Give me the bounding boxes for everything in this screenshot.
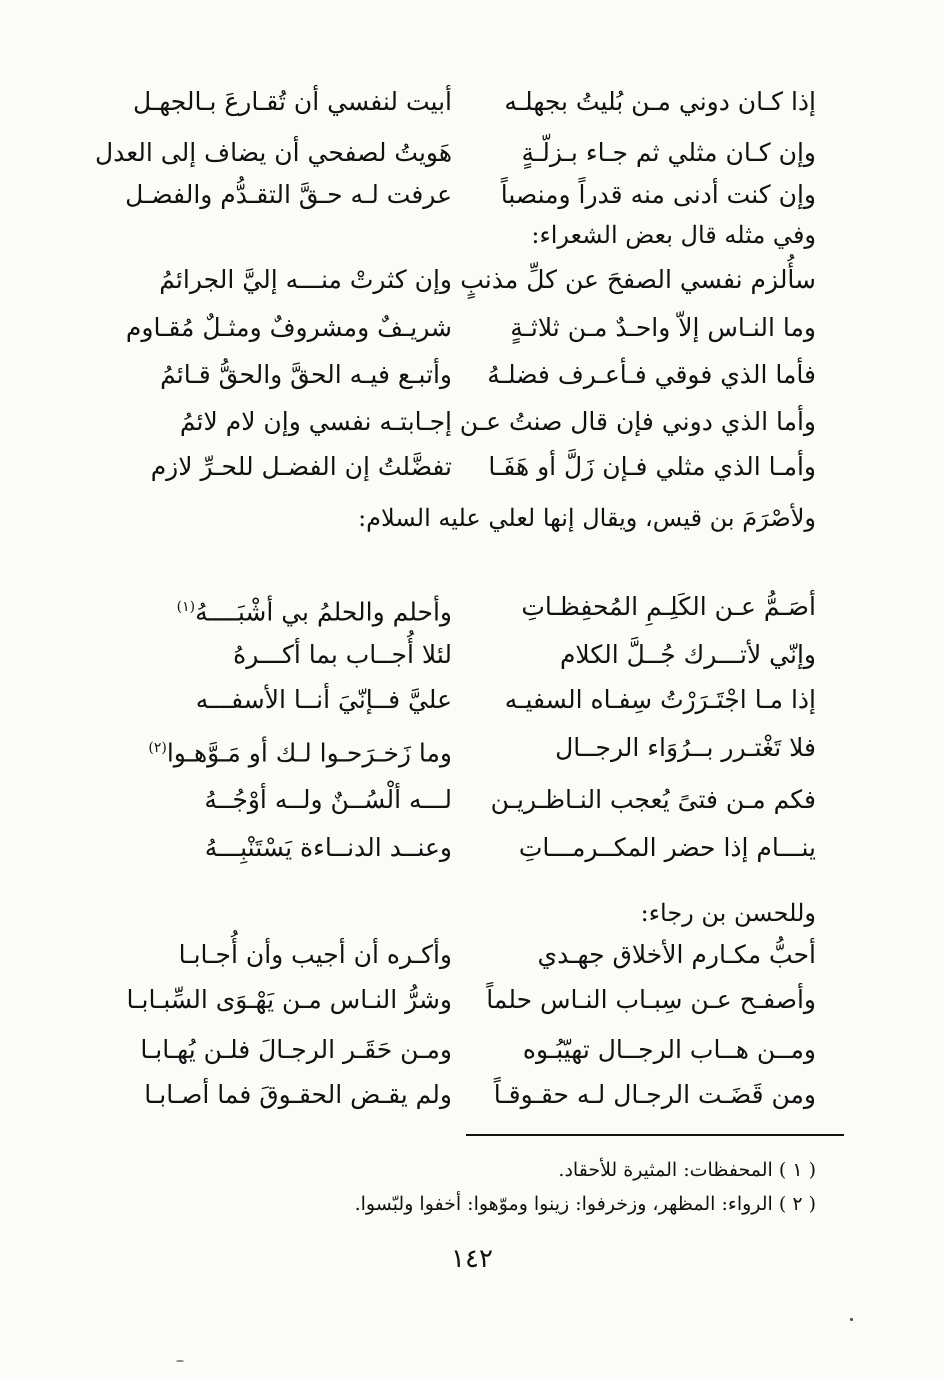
verse-16-second-hemistich: وشرُّ النـاس مـن يَهْـوَى السِّبـابـا: [126, 985, 452, 1014]
verse-13-second-hemistich: لـــه ألْسُــنٌ ولــه أوْجُــهُ: [204, 785, 452, 814]
footnote-1: ( ١ ) المحفظات: المثيرة للأحقاد.: [558, 1159, 816, 1181]
verse-3-second-hemistich: عرفت لـه حـقَّ التقـدُّم والفضـل: [125, 180, 452, 209]
verse-7-second-hemistich: إجـابتـه نفسي وإن لام لائمُ: [179, 407, 452, 436]
verse-11-second-hemistich: عليَّ فــإنّيَ أنــا الأسفـــه: [195, 685, 452, 714]
verse-6-second-hemistich: وأتبـع فيـه الحقَّ والحقُّ قـائمُ: [160, 360, 452, 389]
scan-speck: [176, 1360, 184, 1362]
verse-1-second-hemistich: أبيت لنفسي أن تُقـارعَ بـالجهـل: [132, 87, 452, 116]
footnote-ref-2: (٢): [148, 740, 167, 756]
footnote-divider: [466, 1134, 844, 1136]
footnote-2: ( ٢ ) الرواء: المظهر، وزخرفوا: زينوا وموّهوا: أخفوا ولبّسوا.: [354, 1193, 816, 1215]
section-intro-asram: ولأصْرَمَ بن قيس، ويقال إنها لعلي عليه السلام:: [358, 504, 816, 532]
verse-9-first-hemistich: أصَـمُّ عـن الكَلِـمِ المُحفِظـاتِ: [521, 592, 816, 621]
verse-16-first-hemistich: وأصفـح عـن سِبـاب النـاس حلماً: [486, 985, 816, 1014]
verse-6-first-hemistich: فأما الذي فوقي فـأعـرف فضلـهُ: [487, 360, 816, 389]
verse-14-first-hemistich: ينـــام إذا حضر المكــرمـــاتِ: [518, 833, 816, 862]
page-number: ١٤٢: [451, 1244, 493, 1274]
verse-9-second-hemistich: [122, 592, 452, 627]
verse-5-first-hemistich: وما النـاس إلاّ واحـدٌ مـن ثلاثـةٍ: [510, 313, 816, 342]
verse-12-second-text: وما زَخـرَحـوا لـك أو مَـوَّهـوا: [166, 738, 452, 768]
verse-14-second-hemistich: وعنــد الدنــاءة يَسْتَنْبِـــهُ: [204, 833, 452, 862]
verse-17-first-hemistich: ومــن هــاب الرجــال تهيّبُـوه: [522, 1035, 816, 1064]
verse-4-first-hemistich: سأُلزم نفسي الصفحَ عن كلِّ مذنبٍ: [460, 265, 816, 294]
verse-2-first-hemistich: وإن كـان مثلي ثم جـاء بـزلّـةٍ: [521, 138, 816, 167]
verse-8-second-hemistich: تفضَّلتُ إن الفضـل للحـرِّ لازم: [150, 452, 452, 481]
verse-3-first-hemistich: وإن كنت أدنى منه قدراً ومنصباً: [500, 180, 816, 209]
verse-17-second-hemistich: ومـن حَقَـر الرجـالَ فلـن يُهـابـا: [140, 1035, 452, 1064]
verse-12-first-hemistich: فلا تَغْتـرر بــرُوَاء الرجــال: [555, 733, 816, 762]
section-intro-poets: وفي مثله قال بعض الشعراء:: [531, 221, 816, 249]
verse-4-second-hemistich: وإن كثرتْ منـــه إليَّ الجرائمُ: [159, 265, 452, 294]
footnote-ref-1: (١): [176, 599, 196, 615]
verse-12-second-hemistich: [122, 733, 452, 768]
verse-7-first-hemistich: وأما الذي دوني فإن قال صنتُ عـن: [459, 407, 816, 436]
verse-5-second-hemistich: شريـفٌ ومشروفٌ ومثـلٌ مُقـاوم: [125, 313, 452, 342]
section-intro-hasan: وللحسن بن رجاء:: [640, 899, 816, 927]
verse-18-second-hemistich: ولم يقـض الحقـوقَ فما أصـابـا: [144, 1080, 452, 1109]
verse-15-first-hemistich: أحبُّ مكـارم الأخلاق جهـدي: [537, 940, 816, 969]
verse-10-first-hemistich: وإنّي لأتـــرك جُــلَّ الكلام: [559, 640, 816, 669]
scan-speck: [850, 1318, 853, 1321]
verse-2-second-hemistich: هَويتُ لصفحي أن يضاف إلى العدل: [94, 138, 452, 167]
verse-18-first-hemistich: ومن قَضَـت الرجـال لـه حقـوقـاً: [493, 1080, 816, 1109]
verse-9-second-text: وأحلم والحلمُ بي أشْبَــــهُ: [195, 597, 452, 627]
verse-10-second-hemistich: لئلا أُجــاب بما أكـــرهُ: [233, 640, 452, 669]
verse-8-first-hemistich: وأمـا الذي مثلي فـإن زَلَّ أو هَفَـا: [488, 452, 816, 481]
verse-1-first-hemistich: إذا كـان دوني مـن بُليتُ بجهلـه: [504, 87, 816, 116]
verse-13-first-hemistich: فكم مـن فتىً يُعجب النـاظـريـن: [490, 785, 816, 814]
verse-15-second-hemistich: وأكـره أن أجيب وأن أُجـابـا: [178, 940, 452, 969]
verse-11-first-hemistich: إذا مـا اجْتَـرَرْتُ سِفـاه السفيـه: [504, 685, 816, 714]
